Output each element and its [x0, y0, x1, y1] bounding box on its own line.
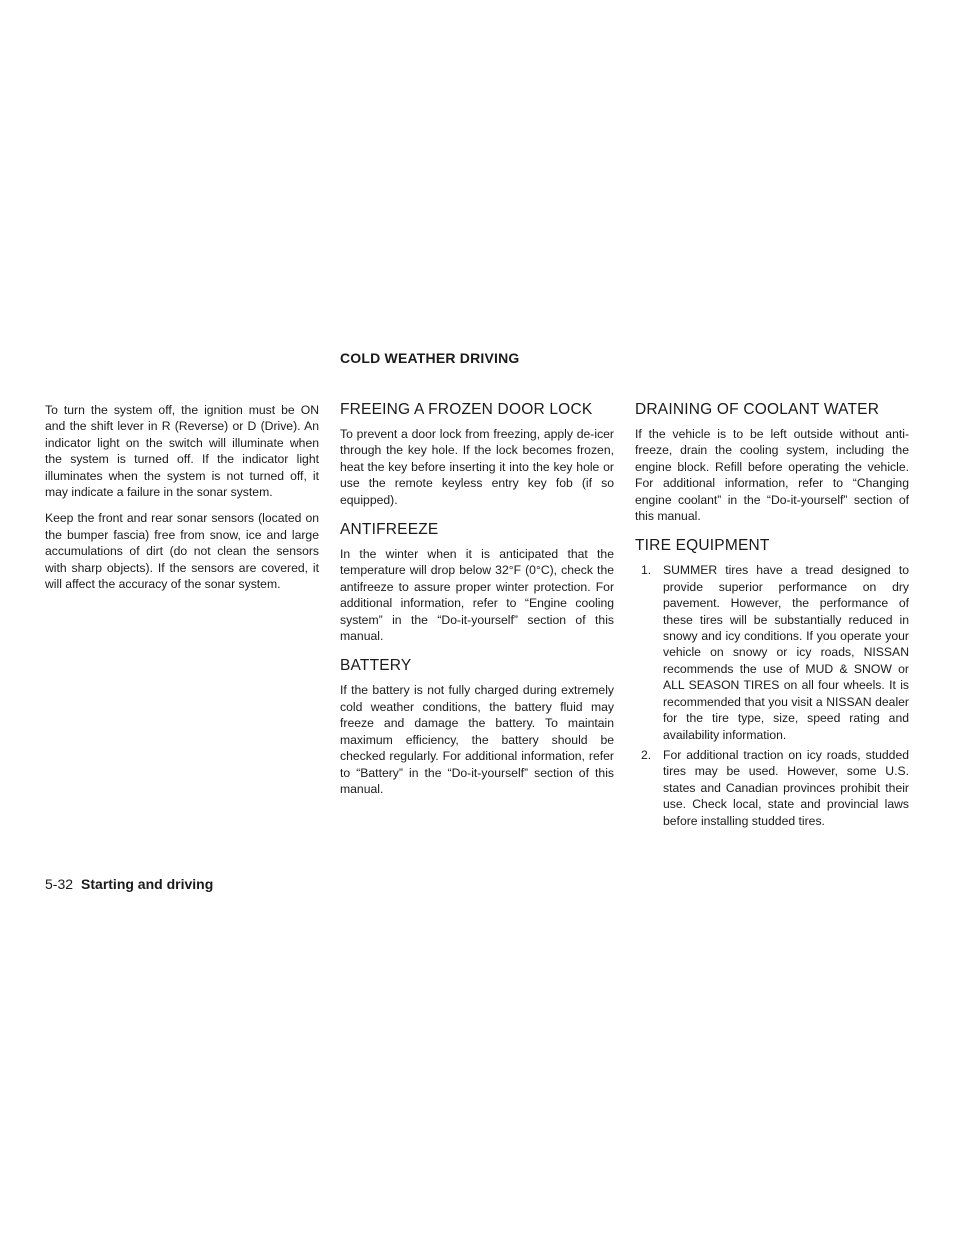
column-right — [635, 400, 909, 833]
list-item-number: 1. — [641, 563, 652, 578]
page-number: 5-32 — [45, 876, 74, 892]
list-item-text: For additional traction on icy roads, studded tires may be used. However, some U.S. states and Canadian provinces prohibit their use. Check local, state and provincial laws before installing studded tires. — [663, 747, 909, 828]
list-item — [635, 747, 909, 829]
tire-equipment-list — [635, 562, 909, 829]
list-item-text: SUMMER tires have a tread designed to provide superior performance on dry pavement. However, the performance of these tires will be substantially reduced in snowy and icy conditions. If you operate your vehicle on snowy or icy roads, NISSAN recommends the use of MUD & SNOW or ALL SEASON TIRES on all four wheels. It is recommended that you visit a NISSAN dealer for the tire type, size, speed rating and availability information. — [663, 563, 909, 742]
list-item-number: 2. — [641, 747, 652, 762]
antifreeze-text: In the winter when it is anticipated that the temperature will drop below 32°F (0°C), check the antifreeze to assure proper winter protection. For additional information, refer to “Engine cooling system” in the “Do-it-yourself” section of this manual. — [340, 547, 614, 644]
column-middle — [340, 400, 614, 807]
frozen-lock-text: To prevent a door lock from freezing, apply de-icer through the key hole. If the lock becomes frozen, heat the key before inserting it into the key hole or use the remote keyless entry key fob (if so equipped). — [340, 427, 614, 507]
coolant-heading: DRAINING OF COOLANT WATER — [635, 401, 880, 418]
tire-equipment-heading: TIRE EQUIPMENT — [635, 537, 770, 555]
frozen-lock-heading: FREEING A FROZEN DOOR LOCK — [340, 401, 593, 418]
sonar-sensors-paragraph: Keep the front and rear sonar sensors (located on the bumper fascia) free from snow, ice and large accumulations of dirt (do not clean the sensors with sharp objects). If the sensors are covered, it will affect the accuracy of the sonar system. — [45, 511, 319, 592]
battery-text: If the battery is not fully charged during extremely cold weather conditions, the battery fluid may freeze and damage the battery. To maintain maximum efficiency, the battery should be checked regularly. For additional information, refer to “Battery” in the “Do-it-yourself” section of this manual. — [340, 683, 614, 796]
chapter-title: Starting and driving — [81, 876, 214, 892]
list-item — [635, 562, 909, 742]
page-footer — [45, 876, 213, 892]
sonar-off-paragraph: To turn the system off, the ignition must be ON and the shift lever in R (Reverse) or D (Drive). An indicator light on the switch will illuminate when the system is turned off. If the indicator light illuminates when the system is not turned off, it may indicate a failure in the sonar system. — [45, 403, 319, 500]
coolant-text: If the vehicle is to be left outside without anti-freeze, drain the cooling system, including the engine block. Refill before operating the vehicle. For additional information, refer to “Changing engine coolant” in the “Do-it-yourself” section of this manual. — [635, 427, 909, 524]
section-title: COLD WEATHER DRIVING — [340, 350, 520, 366]
battery-heading: BATTERY — [340, 657, 412, 675]
column-sonar — [45, 400, 319, 602]
antifreeze-heading: ANTIFREEZE — [340, 521, 439, 539]
